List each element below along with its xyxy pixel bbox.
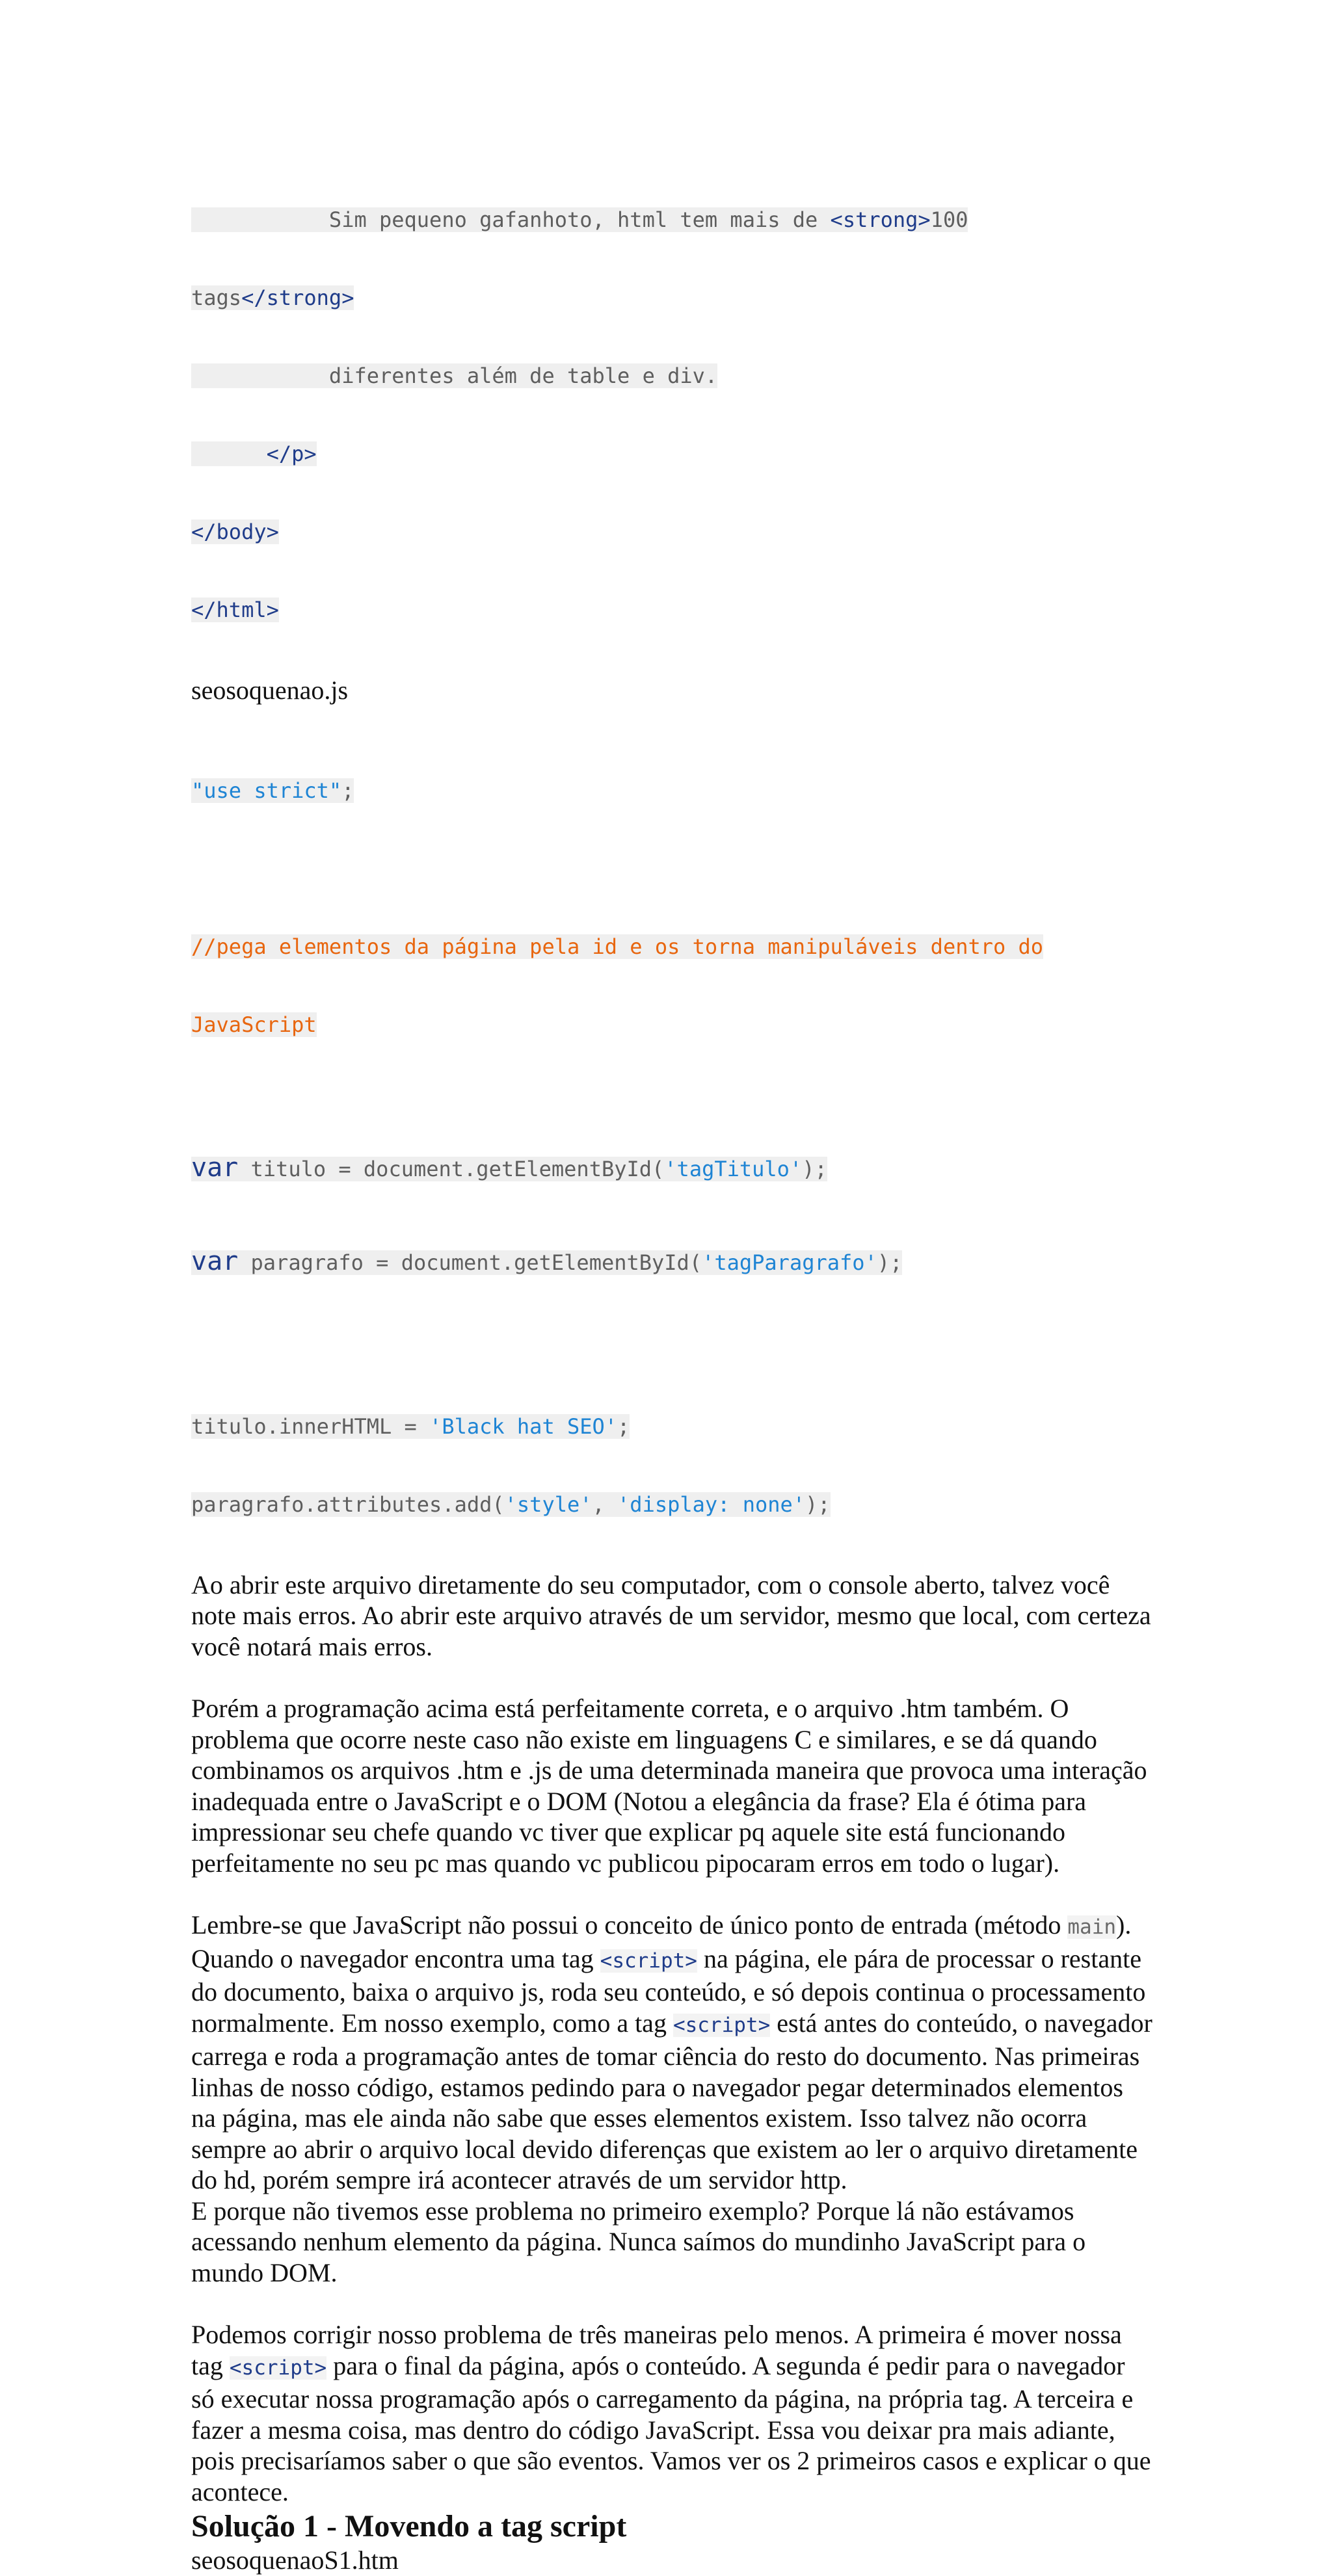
paragraph-2: Porém a programação acima está perfeitamente correta, e o arquivo .htm também. O problema que ocorre neste caso não existe em linguagens C e similares, e se dá quando combinamos os arquivos .htm e .js de uma determinada maneira que provoca uma interação inadequada entre o JavaScript e o DOM (Notou a elegância da frase? Ela é ótima para impressionar seu chefe quando vc tiver que explicar pq aquele site está funcionando perfeitamente no seu pc mas quando vc publicou pipocaram erros em todo o lugar).: [191, 1694, 1147, 1878]
paragraph-text: está antes do conteúdo, o navegador carrega e roda a programação antes de tomar ciência do resto do documento. Nas primeiras linhas de nosso código, estamos pedindo para o navegador pegar determinados elementos na página, mas ele ainda não sabe que esses elementos existem. Isso talvez não ocorra sempre ao abrir o arquivo local devido diferenças que existem ao ler o arquivo diretamente do hd, porém sempre irá acontecer através de um servidor http.: [191, 2008, 1152, 2194]
code-block-js: [191, 726, 1154, 856]
code-comment: //pega elementos da página pela id e os torna manipuláveis dentro do: [191, 934, 1044, 959]
document-content: [191, 155, 1154, 2576]
code-text: );: [805, 1492, 831, 1517]
code-string: 'display: none': [617, 1492, 806, 1517]
paragraph-text: Podemos corrigir nosso problema de três maneiras pelo menos. A primeira é mover nossa tag: [191, 2320, 1122, 2380]
paragraph-5: [191, 2319, 1154, 2507]
code-text: ,: [592, 1492, 618, 1517]
paragraph-text: na página, ele pára de processar o restante do documento, baixa o arquivo js, roda seu conteúdo, e só depois continua o processamento normalmente. Em nosso exemplo, como a tag: [191, 1943, 1146, 2038]
paragraph-1: Ao abrir este arquivo diretamente do seu computador, com o console aberto, talvez você note mais erros. Ao abrir este arquivo através de um servidor, mesmo que local, com certeza você notará mais erros.: [191, 1570, 1151, 1661]
paragraph-text: para o final da página, após o conteúdo. A segunda é pedir para o navegador só executar nossa programação após o carregamento da página, na própria tag. A terceira e fazer a mesma coisa, mas dentro do código JavaScript. Essa vou deixar pra mais adiante, pois precisaríamos saber o que são eventos. Vamos ver os 2 primeiros casos e explicar o que acontece.: [191, 2350, 1151, 2506]
next-filename-label: seosoquenaoS1.htm: [191, 2545, 399, 2575]
code-text: paragrafo.attributes.add(: [191, 1492, 505, 1517]
code-tag: </body>: [191, 519, 279, 544]
code-string: 'tagTitulo': [664, 1156, 803, 1181]
paragraph-4: E porque não tivemos esse problema no primeiro exemplo? Porque lá não estávamos acessando nenhum elemento da página. Nunca saímos do mundinho JavaScript para o mundo DOM.: [191, 2196, 1086, 2287]
code-text: ;: [617, 1413, 630, 1439]
code-text: );: [877, 1250, 903, 1275]
inline-code-script: <script>: [673, 2013, 771, 2037]
code-comment: JavaScript: [191, 1012, 317, 1037]
code-text: titulo.innerHTML =: [191, 1413, 430, 1439]
inline-code-script: <script>: [600, 1949, 697, 1973]
code-keyword: var: [191, 1152, 239, 1183]
paragraph-text: Lembre-se que JavaScript não possui o conceito de único ponto de entrada (método: [191, 1910, 1068, 1939]
code-text: ;: [341, 778, 354, 803]
code-block-js-comment: [191, 882, 1154, 1090]
code-block-js-assign: [191, 1361, 1154, 1570]
code-string: 'tagParagrafo': [702, 1250, 877, 1275]
code-text: );: [802, 1156, 827, 1181]
code-tag: </p>: [191, 441, 317, 466]
code-text: tags: [191, 285, 242, 310]
code-text: titulo = document.getElementById(: [238, 1156, 665, 1181]
code-string: "use strict": [191, 778, 342, 803]
code-text: 100: [930, 207, 968, 232]
paragraph-text: ). Quando o navegador encontra uma tag: [191, 1910, 1132, 1973]
code-block-js-vars: [191, 1090, 1154, 1339]
code-block-html-tail: [191, 155, 1154, 675]
paragraph-3: [191, 1910, 1154, 2196]
code-text: paragrafo = document.getElementById(: [238, 1250, 702, 1275]
js-filename-label: seosoquenao.js: [191, 676, 349, 705]
code-string: 'style': [504, 1492, 593, 1517]
inline-code-script: <script>: [229, 2356, 327, 2380]
code-tag: <strong>: [830, 207, 931, 232]
code-keyword: var: [191, 1246, 239, 1276]
section-heading: Solução 1 - Movendo a tag script: [191, 2509, 627, 2543]
code-text: diferentes além de table e div.: [191, 363, 718, 388]
code-tag: </html>: [191, 598, 279, 622]
inline-code-main: main: [1067, 1915, 1117, 1939]
code-string: 'Black hat SEO': [429, 1413, 618, 1439]
code-tag: </strong>: [241, 285, 354, 310]
code-text: Sim pequeno gafanhoto, html tem mais de: [191, 207, 831, 232]
